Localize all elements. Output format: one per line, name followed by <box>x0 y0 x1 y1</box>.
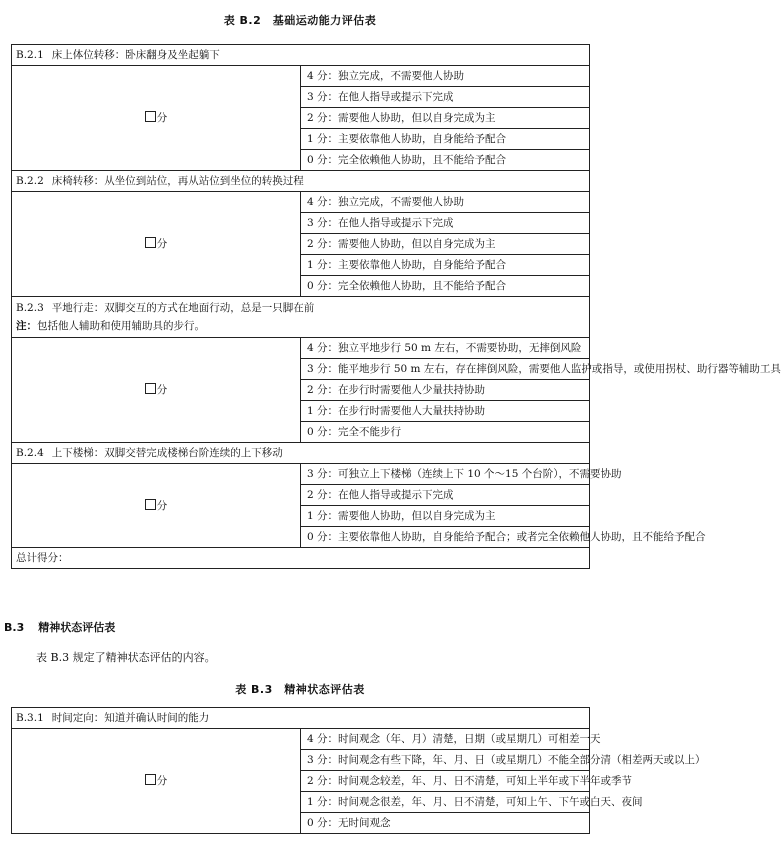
item-header-b3-1 <box>12 708 590 729</box>
option-row <box>12 66 590 87</box>
option-text: 2 分：在他人指导或提示下完成 <box>301 485 590 506</box>
option-text: 3 分：能平地步行 50 m 左右，存在摔倒风险，需要他人监护或指导，或使用拐杖、助行器等辅助工具 <box>301 359 590 380</box>
item-title: 平地行走：双脚交互的方式在地面行动，总是一只脚在前 <box>51 302 315 314</box>
option-text: 1 分：在步行时需要他人大量扶持协助 <box>301 401 590 422</box>
option-text: 1 分：主要依靠他人协助，自身能给予配合 <box>301 255 590 276</box>
table-b2-caption: 表 B.2 基础运动能力评估表 <box>223 14 377 27</box>
item-number: B.2.3 <box>16 302 44 314</box>
option-text: 1 分：时间观念很差，年、月、日不清楚，可知上午、下午或白天、夜间 <box>301 792 590 813</box>
score-label: 分 <box>156 499 168 512</box>
score-label: 分 <box>156 384 168 396</box>
item-header-b2-4 <box>12 443 590 464</box>
score-cell <box>12 338 301 443</box>
option-text: 1 分：需要他人协助，但以自身完成为主 <box>301 506 590 527</box>
option-text: 3 分：可独立上下楼梯（连续上下 10 个～15 个台阶），不需要协助 <box>301 464 590 485</box>
item-number: B.2.2 <box>16 175 44 187</box>
score-checkbox[interactable] <box>145 774 156 785</box>
item-number: B.3.1 <box>16 712 44 724</box>
score-cell <box>12 464 301 548</box>
table-b3 <box>11 707 706 834</box>
option-text: 4 分：时间观念（年、月）清楚，日期（或星期几）可相差一天 <box>301 729 590 750</box>
option-text: 2 分：时间观念较差，年、月、日不清楚，可知上半年或下半年或季节 <box>301 771 590 792</box>
option-text: 2 分：需要他人协助，但以自身完成为主 <box>301 108 590 129</box>
body-paragraph: 表 B.3 规定了精神状态评估的内容。 <box>36 651 216 664</box>
option-text: 0 分：主要依靠他人协助，自身能给予配合；或者完全依赖他人协助，且不能给予配合 <box>301 527 590 548</box>
section-number: B.3 <box>4 621 25 634</box>
option-text: 4 分：独立平地步行 50 m 左右，不需要协助，无摔倒风险 <box>301 338 590 359</box>
option-text: 3 分：在他人指导或提示下完成 <box>301 87 590 108</box>
item-title: 床椅转移：从坐位到站位，再从站位到坐位的转换过程 <box>51 175 304 187</box>
item-number: B.2.4 <box>16 447 44 459</box>
option-row <box>12 192 590 213</box>
note-label: 注： <box>16 320 37 332</box>
option-text: 0 分：完全不能步行 <box>301 422 590 443</box>
item-header-b2-1 <box>12 45 590 66</box>
section-heading-b3 <box>4 619 115 635</box>
score-label: 分 <box>156 112 168 124</box>
option-text: 3 分：在他人指导或提示下完成 <box>301 213 590 234</box>
section-title: 精神状态评估表 <box>38 621 116 634</box>
score-checkbox[interactable] <box>145 499 156 510</box>
score-cell <box>12 66 301 171</box>
option-row <box>12 338 590 359</box>
option-text: 0 分：完全依赖他人协助，且不能给予配合 <box>301 150 590 171</box>
score-cell <box>12 192 301 297</box>
option-text: 4 分：独立完成，不需要他人协助 <box>301 66 590 87</box>
item-title: 上下楼梯：双脚交替完成楼梯台阶连续的上下移动 <box>51 447 283 459</box>
option-row <box>12 464 590 485</box>
score-checkbox[interactable] <box>145 111 156 122</box>
score-label: 分 <box>156 238 168 250</box>
option-text: 3 分：时间观念有些下降，年、月、日（或星期几）不能全部分清（相差两天或以上） <box>301 750 590 771</box>
item-title: 时间定向：知道并确认时间的能力 <box>51 712 210 724</box>
total-row <box>12 548 590 569</box>
table-b3-caption: 表 B.3 精神状态评估表 <box>235 683 365 696</box>
note-text: 包括他人辅助和使用辅助具的步行。 <box>37 320 205 332</box>
option-row <box>12 729 590 750</box>
option-text: 2 分：在步行时需要他人少量扶持协助 <box>301 380 590 401</box>
total-score-label: 总计得分： <box>12 548 590 569</box>
option-text: 4 分：独立完成，不需要他人协助 <box>301 192 590 213</box>
option-text: 0 分：无时间观念 <box>301 813 590 834</box>
score-checkbox[interactable] <box>145 237 156 248</box>
option-text: 2 分：需要他人协助，但以自身完成为主 <box>301 234 590 255</box>
option-text: 0 分：完全依赖他人协助，且不能给予配合 <box>301 276 590 297</box>
item-header-b2-2 <box>12 171 590 192</box>
score-cell <box>12 729 301 834</box>
item-header-b2-3 <box>12 297 590 338</box>
option-text: 1 分：主要依靠他人协助，自身能给予配合 <box>301 129 590 150</box>
item-number: B.2.1 <box>16 49 44 61</box>
score-checkbox[interactable] <box>145 383 156 394</box>
score-label: 分 <box>156 775 168 787</box>
table-b2 <box>11 44 781 569</box>
item-title: 床上体位转移：卧床翻身及坐起躺下 <box>51 49 220 61</box>
